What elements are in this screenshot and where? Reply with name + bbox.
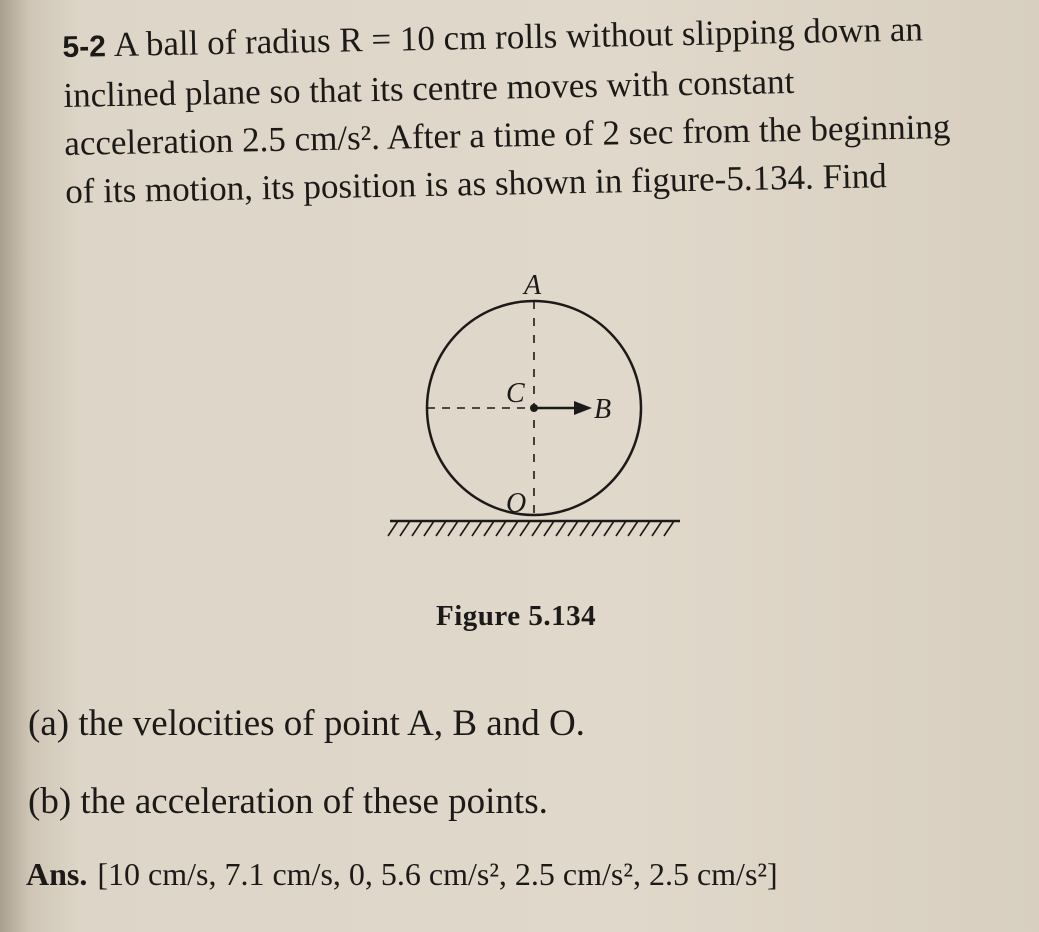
label-c: C — [506, 378, 525, 409]
rolling-ball-diagram — [380, 270, 700, 560]
label-a: A — [524, 270, 542, 301]
answer-values: [10 cm/s, 7.1 cm/s, 0, 5.6 cm/s², 2.5 cm/s², 2.5 cm/s²] — [97, 856, 778, 892]
ground-hatching — [388, 521, 674, 536]
problem-number: 5-2 — [62, 30, 107, 64]
problem-line-4: of its motion, its position is as shown in figure-5.134. Find — [64, 156, 888, 211]
answer-label: Ans. — [26, 856, 88, 892]
problem-line-1: 5-2 A ball of radius R = 10 cm rolls without slipping down an — [62, 9, 924, 65]
problem-statement — [62, 4, 1026, 216]
label-b: B — [594, 394, 612, 425]
centre-point — [530, 404, 538, 412]
problem-line-2: inclined plane so that its centre moves with constant — [63, 61, 795, 115]
question-part-b: (b) the acceleration of these points. — [28, 781, 548, 822]
label-o: O — [506, 488, 527, 519]
answer-line — [26, 856, 778, 893]
problem-line-3: acceleration 2.5 cm/s². After a time of 2 sec from the beginning — [63, 106, 951, 163]
figure-caption: Figure 5.134 — [436, 600, 597, 632]
question-part-a: (a) the velocities of point A, B and O. — [28, 703, 585, 744]
velocity-arrow-head — [574, 401, 592, 415]
